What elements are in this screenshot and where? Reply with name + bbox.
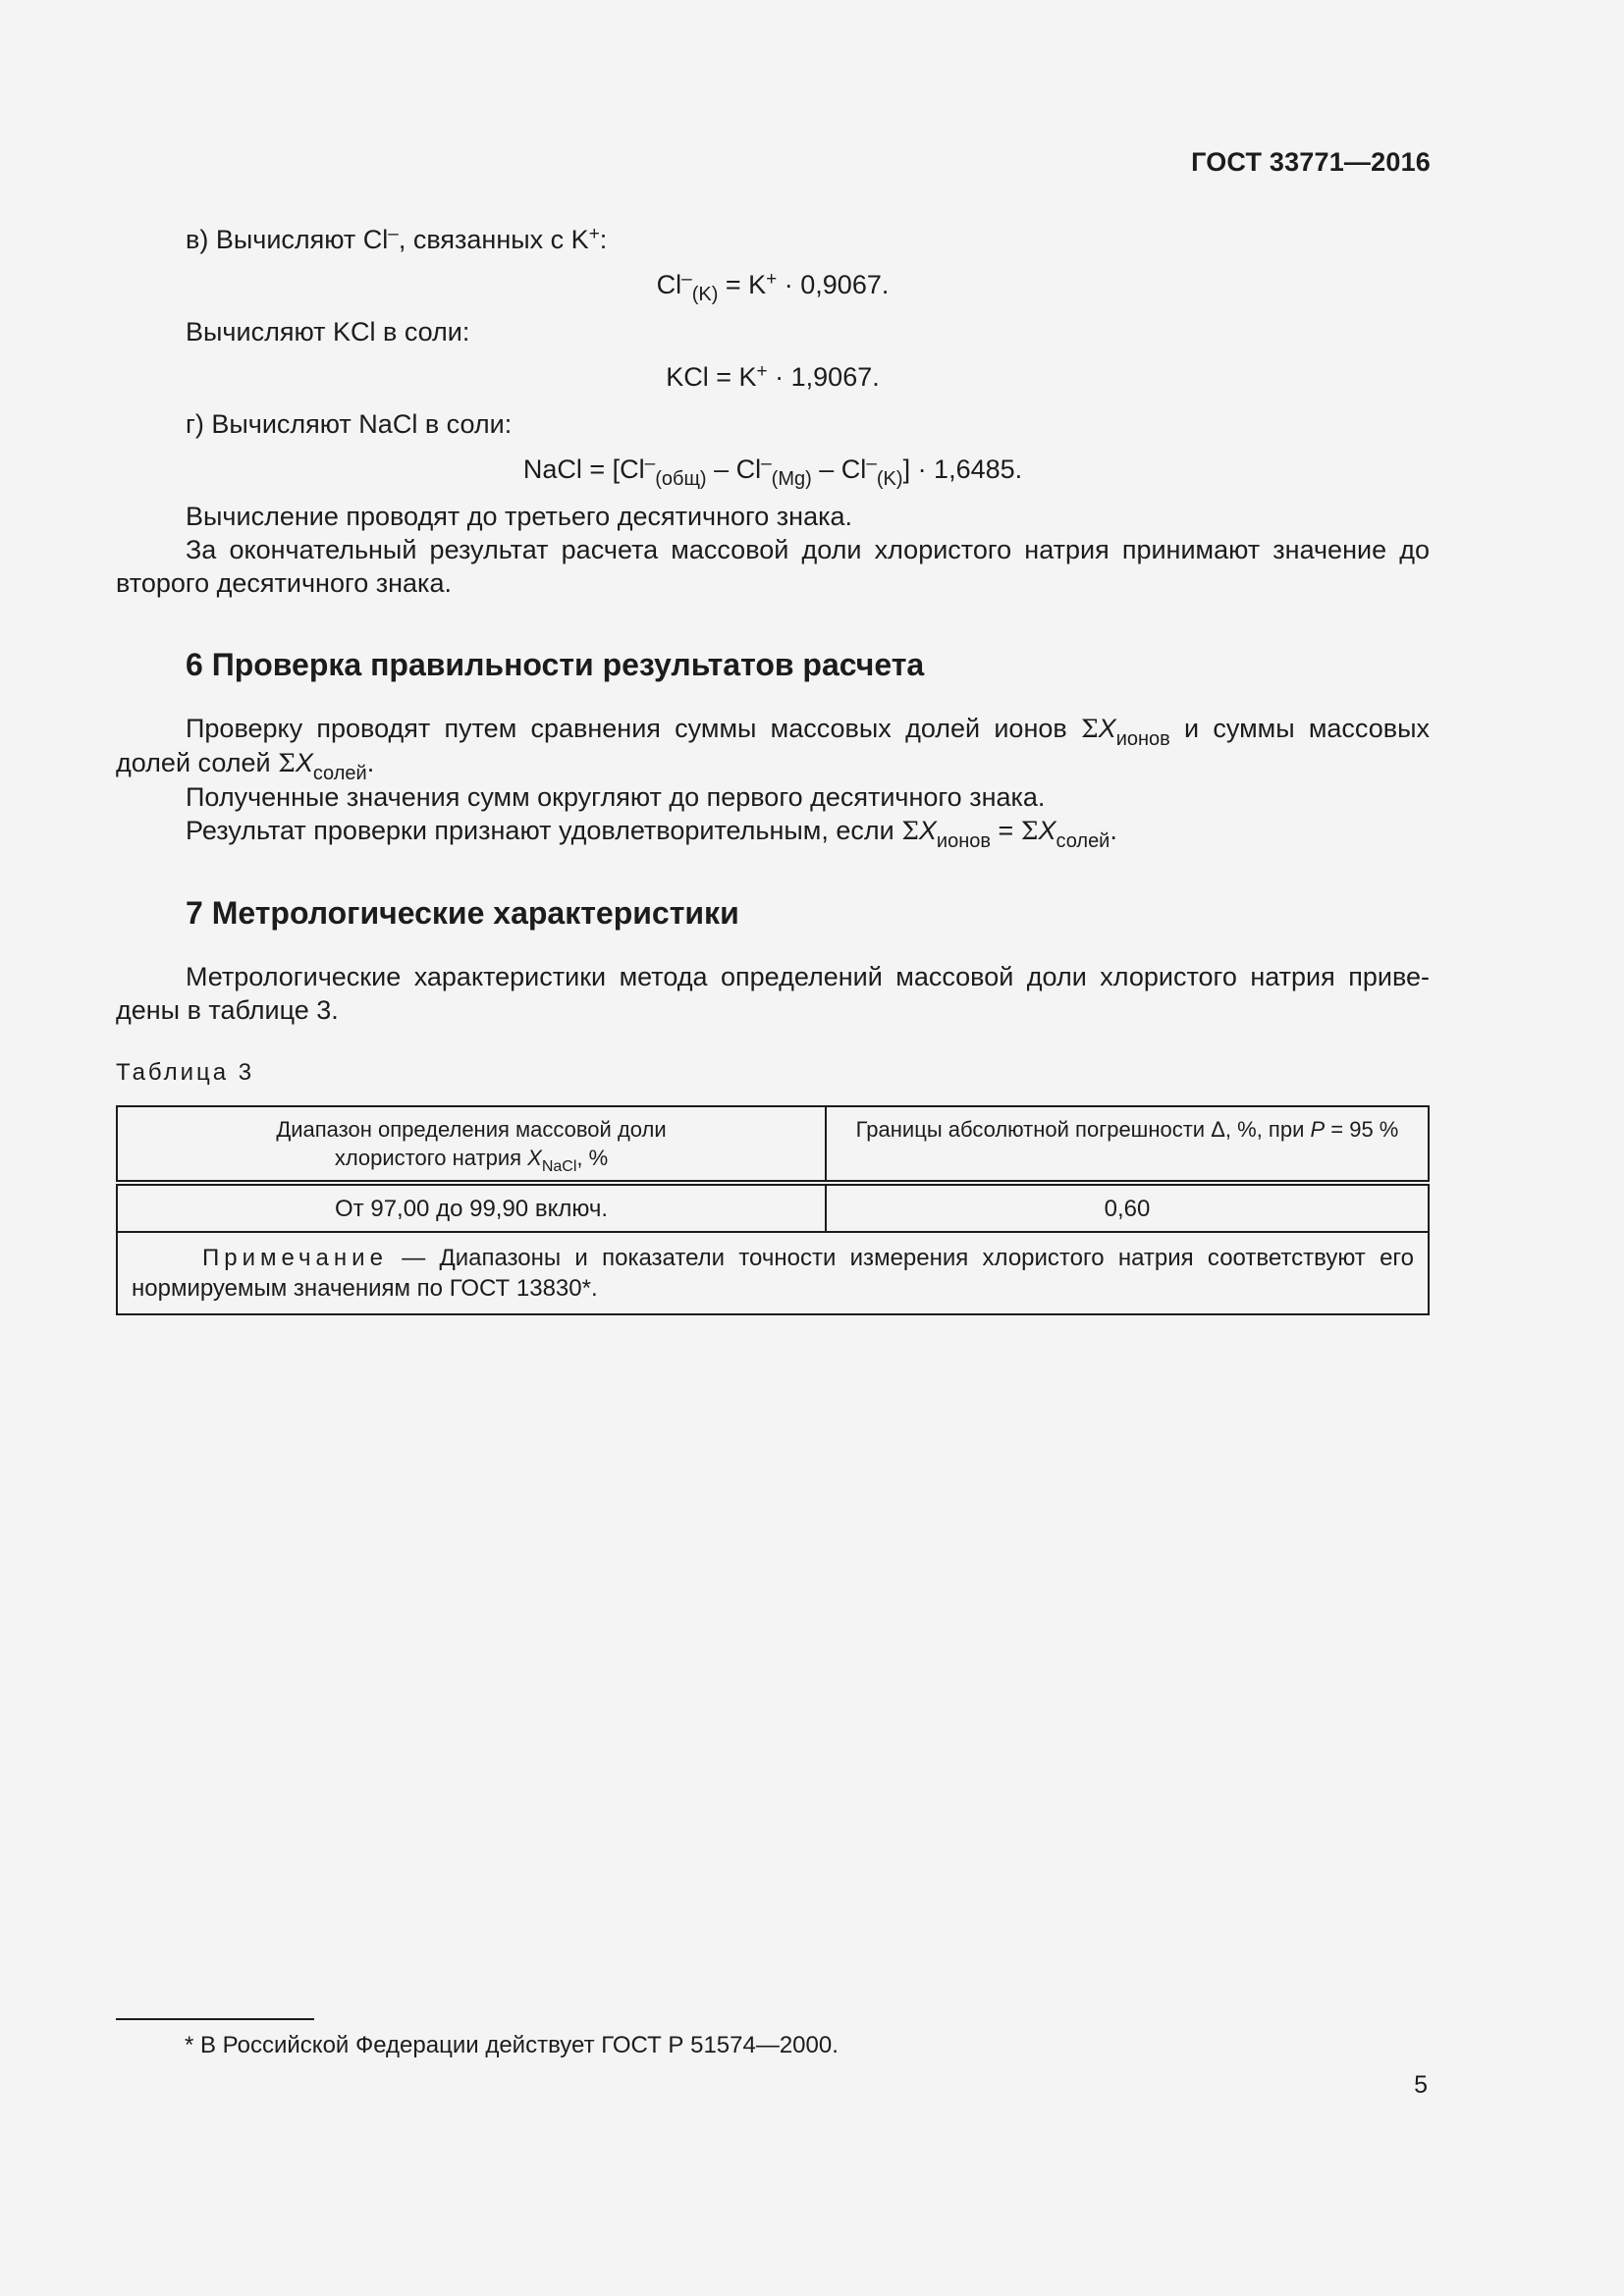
table-note-row bbox=[117, 1232, 1429, 1314]
section-6-p1 bbox=[116, 712, 1431, 784]
s6p3-a: Результат проверки признают удовлетворительным, если bbox=[186, 816, 902, 845]
sigma-symbol: Σ bbox=[1080, 715, 1099, 743]
nacl-sub: NaCl bbox=[541, 1158, 577, 1175]
s6p1-c: . bbox=[366, 748, 375, 777]
col2-header-b: , %, при bbox=[1224, 1117, 1311, 1142]
step-v-part-c: : bbox=[599, 225, 608, 254]
formula-kcl-sup: + bbox=[756, 361, 768, 382]
col2-header-c: = 95 % bbox=[1325, 1117, 1399, 1142]
section-7-heading: 7 Метрологические характеристики bbox=[186, 895, 739, 931]
sub-ions: ионов bbox=[936, 830, 991, 852]
formula-nacl bbox=[116, 453, 1430, 490]
x-symbol: X bbox=[295, 748, 313, 777]
formula-cl-k-b: = K bbox=[718, 270, 767, 299]
table-3 bbox=[116, 1105, 1430, 1315]
section-7-p1: Метрологические характеристики метода определений массовой доли хлористого натрия приведены в таблице 3. bbox=[116, 962, 1430, 1025]
formula-nacl-sup1: – bbox=[644, 454, 656, 474]
section-6-p3 bbox=[116, 814, 1430, 852]
formula-nacl-sup2: – bbox=[761, 454, 772, 474]
formula-nacl-sub3: (K) bbox=[876, 468, 903, 490]
page-content bbox=[116, 223, 1430, 1315]
formula-cl-k-sup: – bbox=[681, 269, 692, 290]
formula-nacl-d: ] · 1,6485. bbox=[902, 454, 1023, 484]
table-row bbox=[117, 1183, 1429, 1232]
step-v-part-a: в) Вычисляют Cl bbox=[186, 225, 389, 254]
formula-nacl-sup3: – bbox=[866, 454, 877, 474]
x-symbol: X bbox=[1038, 816, 1056, 845]
sigma-symbol: Σ bbox=[901, 817, 919, 845]
col1-header-unit: , % bbox=[576, 1146, 609, 1170]
step-g-text: г) Вычисляют NaCl в соли: bbox=[186, 409, 513, 439]
sub-ions: ионов bbox=[1115, 728, 1170, 750]
document-code: ГОСТ 33771—2016 bbox=[1191, 147, 1431, 177]
formula-cl-k-sub: (K) bbox=[691, 284, 719, 305]
formula-kcl-b: · 1,9067. bbox=[767, 362, 880, 392]
sub-salts: солей bbox=[312, 763, 367, 784]
formula-cl-k-c: · 0,9067. bbox=[777, 270, 890, 299]
col1-header-line1: Диапазон определения массовой доли bbox=[276, 1117, 667, 1142]
delta-symbol: Δ bbox=[1211, 1117, 1225, 1142]
footnote: * В Российской Федерации действует ГОСТ Р 51574—2000. bbox=[185, 2032, 839, 2058]
calc-precision: Вычисление проводят до третьего десятичного знака. bbox=[186, 502, 853, 531]
formula-nacl-sub2: (Mg) bbox=[771, 468, 812, 490]
section-6-p2: Полученные значения сумм округляют до первого десятичного знака. bbox=[186, 782, 1046, 812]
range-cell: От 97,00 до 99,90 включ. bbox=[117, 1183, 826, 1232]
s6p3-c: . bbox=[1110, 816, 1117, 845]
col1-header bbox=[117, 1106, 826, 1183]
step-v-text bbox=[116, 223, 1430, 256]
sigma-symbol: Σ bbox=[278, 749, 296, 777]
formula-cl-k-sup-plus: + bbox=[766, 269, 778, 290]
s6p1-a: Проверку проводят путем сравнения суммы массовых долей ионов bbox=[186, 714, 1081, 743]
step-v-sup-plus: + bbox=[588, 224, 600, 244]
note-label: Примечание bbox=[202, 1245, 388, 1271]
step-v-sup-minus: – bbox=[388, 224, 399, 244]
col2-header bbox=[826, 1106, 1429, 1183]
error-cell: 0,60 bbox=[826, 1183, 1429, 1232]
x-symbol: X bbox=[1098, 714, 1116, 743]
kcl-intro: Вычисляют KCl в соли: bbox=[186, 317, 470, 347]
sub-salts: солей bbox=[1056, 830, 1110, 852]
p-symbol: P bbox=[1310, 1117, 1326, 1142]
section-6-heading: 6 Проверка правильности результатов расчета bbox=[186, 647, 925, 682]
x-symbol: X bbox=[918, 816, 937, 845]
sigma-symbol: Σ bbox=[1020, 817, 1039, 845]
final-result-text: За окончательный результат расчета массовой доли хлористого натрия принимают значение до второго десятичного знака. bbox=[116, 535, 1430, 598]
table-note bbox=[117, 1232, 1429, 1314]
formula-nacl-c: – Cl bbox=[811, 454, 867, 484]
footnote-divider bbox=[116, 2018, 314, 2020]
formula-kcl-a: KCl = K bbox=[666, 362, 757, 392]
x-symbol: X bbox=[527, 1146, 542, 1170]
col2-header-a: Границы абсолютной погрешности bbox=[855, 1117, 1212, 1142]
s6p3-eq: = bbox=[991, 816, 1021, 845]
formula-nacl-a: NaCl = [Cl bbox=[522, 454, 645, 484]
step-v-part-b: , связанных с K bbox=[398, 225, 589, 254]
table-caption: Таблица 3 bbox=[116, 1059, 255, 1086]
formula-cl-k bbox=[116, 268, 1430, 305]
formula-kcl bbox=[116, 360, 1430, 394]
page-number: 5 bbox=[1414, 2071, 1428, 2099]
formula-nacl-sub1: (общ) bbox=[655, 468, 707, 490]
formula-nacl-b: – Cl bbox=[706, 454, 762, 484]
formula-cl-k-a: Cl bbox=[656, 270, 682, 299]
table-header-row bbox=[117, 1106, 1429, 1183]
s6p1-b: и суммы массовых долей солей bbox=[116, 714, 1431, 777]
note-text: — Диапазоны и показатели точности измерения хлористого натрия соответствуют его нормируемым значениям по ГОСТ 13830*. bbox=[132, 1245, 1414, 1302]
col1-header-line2: хлористого натрия bbox=[334, 1146, 528, 1170]
